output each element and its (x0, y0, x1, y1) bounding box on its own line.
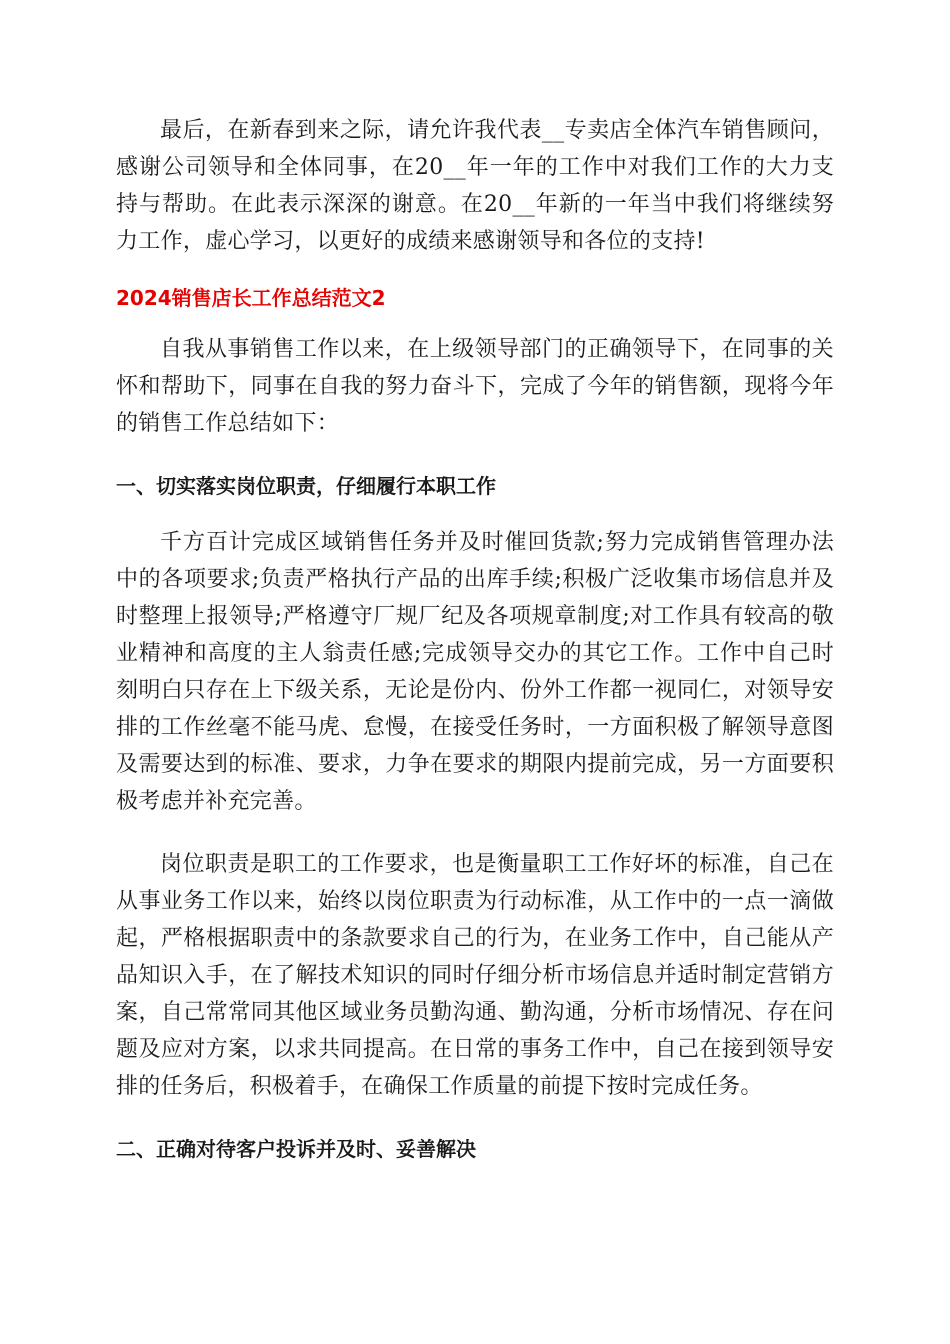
document-page (116, 112, 834, 1167)
paragraph-2: 岗位职责是职工的工作要求，也是衡量职工工作好坏的标准，自己在从事业务工作以来，始终以岗位职责为行动标准，从工作中的一点一滴做起，严格根据职责中的条款要求自己的行为，在业务工作中，自己能从产品知识入手，在了解技术知识的同时仔细分析市场信息并适时制定营销方案，自己常常同其他区域业务员勤沟通、勤沟通，分析市场情况、存在问题及应对方案，以求共同提高。在日常的事务工作中，自己在接到领导安排的任务后，积极着手，在确保工作质量的前提下按时完成任务。 (116, 852, 834, 1099)
paragraph-1: 千方百计完成区域销售任务并及时催回货款;努力完成销售管理办法中的各项要求;负责严格执行产品的出库手续;积极广泛收集市场信息并及时整理上报领导;严格遵守厂规厂纪及各项规章制度;对工作具有较高的敬业精神和高度的主人翁责任感;完成领导交办的其它工作。工作中自己时刻明白只存在上下级关系，无论是份内、份外工作都一视同仁，对领导安排的工作丝毫不能马虎、怠慢，在接受任务时，一方面积极了解领导意图及需要达到的标准、要求，力争在要求的期限内提前完成，另一方面要积极考虑并补充完善。 (116, 530, 834, 814)
heading-1: 一、切实落实岗位职责，仔细履行本职工作 (116, 474, 496, 498)
opening-paragraph: 自我从事销售工作以来，在上级领导部门的正确领导下，在同事的关怀和帮助下，同事在自我的努力奋斗下，完成了今年的销售额，现将今年的销售工作总结如下： (116, 337, 834, 436)
section-title: 2024销售店长工作总结范文2 (116, 286, 386, 310)
heading-2: 二、正确对待客户投诉并及时、妥善解决 (116, 1137, 476, 1161)
intro-paragraph: 最后，在新春到来之际，请允许我代表__专卖店全体汽车销售顾问，感谢公司领导和全体同事，在20__年一年的工作中对我们工作的大力支持与帮助。在此表示深深的谢意。在20__年新的一年当中我们将继续努力工作，虚心学习，以更好的成绩来感谢领导和各位的支持! (116, 118, 834, 254)
